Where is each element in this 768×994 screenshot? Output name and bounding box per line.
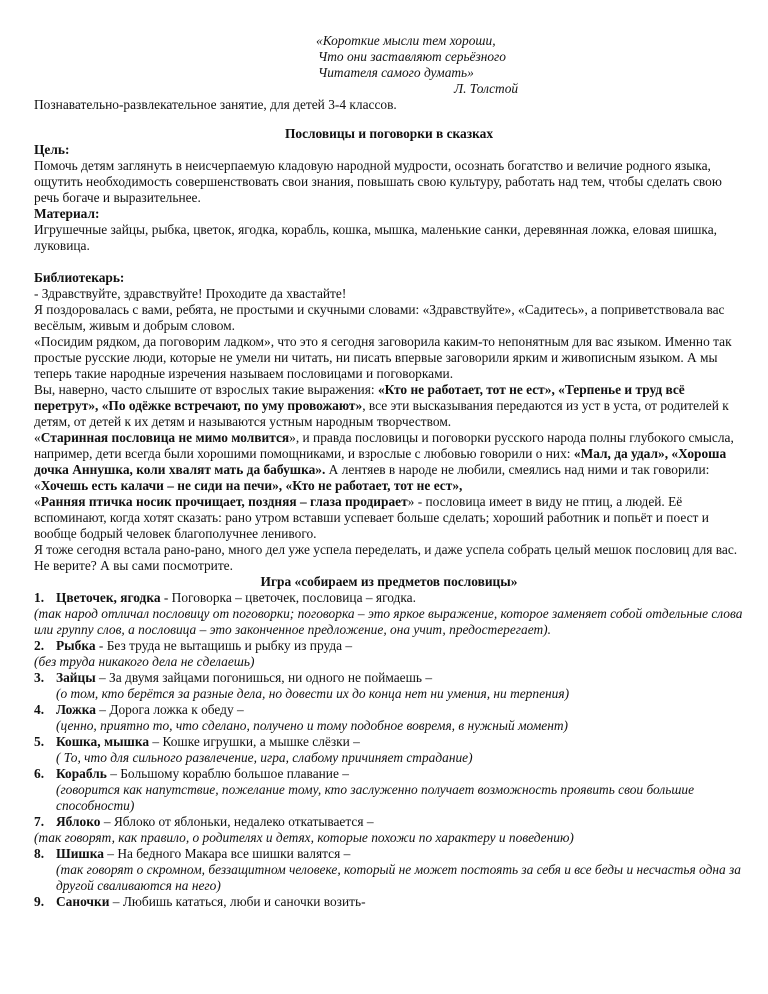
proverb-text: – На бедного Макара все шишки валятся –: [103, 846, 351, 861]
paragraph: [34, 382, 744, 430]
document-page: [34, 33, 744, 910]
text-run: А лентяев в народе не любили, смеялись над ними и так говорили: «: [34, 462, 710, 493]
proverb-quote: Хочешь есть калачи – не сиди на печи», «Кто не работает, тот не ест»,: [40, 478, 463, 493]
proverb-text: – Любишь кататься, люби и саночки возить-: [109, 894, 366, 909]
paragraph: «Посидим рядком, да поговорим ладком», что это я сегодня заговорила каким-то непонятным для вас языком. Именно так простые русские люди, которые не умели ни читать, ни писать впервые заговорили ярким и живописным языком. А мы теперь такие народные изречения называем пословицами и поговорками.: [34, 334, 732, 381]
proverb-explanation: (о том, кто берётся за разные дела, но довести их до конца нет ни умения, ни терпения): [56, 686, 570, 701]
proverb-text: – За двумя зайцами погонишься, ни одного не поймаешь –: [95, 670, 433, 685]
spacer: [34, 254, 744, 270]
proverb-text: - Поговорка – цветочек, пословица – ягодка.: [160, 590, 416, 605]
proverb-explanation: (так говорят, как правило, о родителях и детях, которые похожи по характеру и поведению): [34, 830, 574, 845]
proverb-quote: «Мал, да удал», «Хороша дочка Аннушка, коли хвалят мать да бабушка».: [34, 446, 727, 477]
text-run: » - пословица имеет в виду не птиц, а людей. Её вспоминают, когда хотят сказать: рано утром вставши успевает больше сделать; хороший работник и попьёт и поест и вообще бодрый человек благополучнее ленивого.: [34, 494, 709, 541]
list-number: 5.: [34, 734, 45, 749]
item-keyword: Ложка: [56, 702, 96, 717]
proverb-quote: Ранняя птичка носик прочищает, поздняя – глаза продирает: [40, 494, 408, 509]
list-number: 9.: [34, 894, 45, 909]
list-number: 4.: [34, 702, 45, 717]
list-item: [34, 702, 744, 718]
text-run: «: [34, 494, 41, 509]
list-number: 6.: [34, 766, 45, 781]
librarian-greeting: - Здравствуйте, здравствуйте! Проходите да хвастайте!: [34, 286, 347, 301]
item-keyword: Саночки: [56, 894, 110, 909]
librarian-heading: Библиотекарь:: [34, 270, 125, 285]
list-item-text: [56, 766, 349, 782]
list-item: [34, 670, 744, 686]
list-item: [34, 734, 744, 750]
material-text: Игрушечные зайцы, рыбка, цветок, ягодка, корабль, кошка, мышка, маленькие санки, деревянная ложка, еловая шишка, луковица.: [34, 222, 718, 253]
list-item-text: [56, 638, 352, 654]
paragraph: [34, 494, 744, 542]
game-title: Игра «собираем из предметов пословицы»: [260, 574, 518, 589]
item-keyword: Цветочек, ягодка: [56, 590, 161, 605]
item-keyword: Корабль: [56, 766, 107, 781]
proverb-explanation: (так народ отличал пословицу от поговорки; поговорка – это яркое выражение, которое заменяет собой отдельные слова или группу слов, а пословица – это законченное предложение, она учит, предостерегает).: [34, 606, 743, 637]
epigraph-line: «Короткие мысли тем хороши,: [316, 33, 496, 48]
epigraph-line: Что они заставляют серьёзного: [318, 49, 506, 64]
document-title: Пословицы и поговорки в сказках: [284, 126, 494, 141]
item-keyword: Рыбка: [56, 638, 96, 653]
proverb-quote: «Кто не работает, тот не ест», «Терпенье и труд всё перетрут», «По одёжке встречают, по уму провожают»: [34, 382, 685, 413]
event-subtitle: Познавательно-развлекательное занятие, для детей 3-4 классов.: [34, 97, 397, 112]
proverb-text: – Яблоко от яблоньки, недалеко откатывается –: [100, 814, 374, 829]
material-heading: Материал:: [34, 206, 100, 221]
list-item: [34, 590, 744, 606]
list-item: [34, 766, 744, 782]
list-item: [34, 846, 744, 862]
list-item-text: [56, 894, 366, 910]
epigraph-author: Л. Толстой: [454, 81, 519, 96]
epigraph-line: Читателя самого думать»: [318, 65, 474, 80]
list-number: 8.: [34, 846, 45, 861]
proverb-explanation: (говорится как напутствие, пожелание тому, кто заслуженно получает возможность проявить свои большие способности): [56, 782, 695, 813]
list-number: 7.: [34, 814, 45, 829]
item-keyword: Шишка: [56, 846, 104, 861]
proverb-text: – Большому кораблю большое плавание –: [106, 766, 349, 781]
list-item-text: [56, 734, 360, 750]
list-item-text: [56, 670, 432, 686]
paragraph: Я поздоровалась с вами, ребята, не простыми и скучными словами: «Здравствуйте», «Садитесь», а поприветствовала вас весёлым, живым и добрым словом.: [34, 302, 725, 333]
proverb-quote: Старинная пословица не мимо молвится: [40, 430, 290, 445]
list-item-text: [56, 590, 416, 606]
text-run: «: [34, 430, 41, 445]
list-item-text: [56, 814, 374, 830]
paragraph: Я тоже сегодня встала рано-рано, много дел уже успела переделать, и даже успела собрать целый мешок пословиц для вас. Не верите? А вы сами посмотрите.: [34, 542, 738, 573]
list-item-text: [56, 702, 244, 718]
proverb-text: – Кошке игрушки, а мышке слёзки –: [149, 734, 360, 749]
list-number: 2.: [34, 638, 45, 653]
paragraph: [34, 430, 744, 494]
proverb-explanation: (так говорят о скромном, беззащитном человеке, который не может постоять за себя и все беды и несчастья одна за другой сваливаются на него): [56, 862, 741, 893]
proverb-explanation: (ценно, приятно то, что сделано, получено и тому подобное вовремя, в нужный момент): [56, 718, 568, 733]
proverb-explanation: ( То, что для сильного развлечение, игра, слабому причиняет страдание): [56, 750, 473, 765]
proverb-explanation: (без труда никакого дела не сделаешь): [34, 654, 255, 669]
epigraph: [316, 33, 744, 97]
item-keyword: Яблоко: [56, 814, 101, 829]
list-item-text: [56, 846, 350, 862]
goal-text: Помочь детям заглянуть в неисчерпаемую кладовую народной мудрости, осознать богатство и величие родного языка, ощутить необходимость совершенствовать свои знания, повышать свою культуру, работать над тем, чтобы сделать свою речь богаче и выразительнее.: [34, 158, 722, 205]
item-keyword: Кошка, мышка: [56, 734, 150, 749]
list-number: 3.: [34, 670, 45, 685]
proverb-text: - Без труда не вытащишь и рыбку из пруда –: [95, 638, 353, 653]
list-item: [34, 814, 744, 830]
text-run: , все эти высказывания передаются из уст в уста, от родителей к детям, от детей к их детям и называются устным народным творчеством.: [34, 398, 729, 429]
item-keyword: Зайцы: [56, 670, 96, 685]
text-run: », и правда пословицы и поговорки русского народа полны глубокого смысла, например, дети всегда были хорошими помощниками, и взрослые с любовью говорили о них:: [34, 430, 734, 461]
list-item: [34, 638, 744, 654]
goal-heading: Цель:: [34, 142, 70, 157]
list-number: 1.: [34, 590, 45, 605]
game-list: [34, 590, 744, 910]
proverb-text: – Дорога ложка к обеду –: [95, 702, 244, 717]
text-run: Вы, наверно, часто слышите от взрослых такие выражения:: [34, 382, 378, 397]
list-item: [34, 894, 744, 910]
